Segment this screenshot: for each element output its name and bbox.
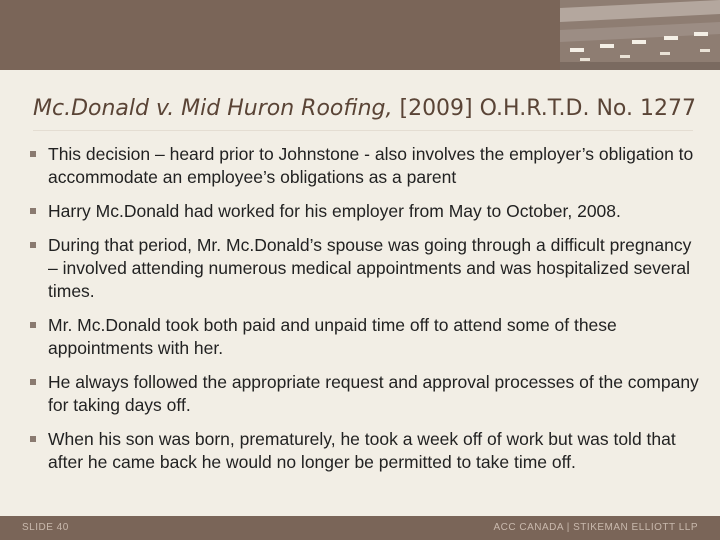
- square-bullet-icon: [30, 322, 36, 328]
- bullet-list: [30, 143, 700, 485]
- bullet-text: He always followed the appropriate request and approval processes of the company for taking days off.: [48, 372, 699, 415]
- slide-number: SLIDE 40: [22, 522, 69, 533]
- header-bar: [0, 0, 720, 70]
- bullet-item: [30, 143, 700, 189]
- title-case-name: Mc.Donald v. Mid Huron Roofing,: [33, 96, 393, 121]
- square-bullet-icon: [30, 379, 36, 385]
- square-bullet-icon: [30, 242, 36, 248]
- bullet-item: [30, 234, 700, 303]
- bullet-item: [30, 200, 700, 223]
- bullet-item: [30, 314, 700, 360]
- bullet-text: Harry Mc.Donald had worked for his employer from May to October, 2008.: [48, 201, 621, 221]
- bullet-text: During that period, Mr. Mc.Donald’s spouse was going through a difficult pregnancy – involved attending numerous medical appointments and was hospitalized several times.: [48, 235, 692, 301]
- title-divider: [33, 130, 693, 131]
- bullet-text: This decision – heard prior to Johnstone - also involves the employer’s obligation to accommodate an employee’s obligations as a parent: [48, 144, 694, 187]
- square-bullet-icon: [30, 208, 36, 214]
- bullet-text: Mr. Mc.Donald took both paid and unpaid time off to attend some of these appointments with her.: [48, 315, 617, 358]
- bullet-item: [30, 371, 700, 417]
- bullet-text: When his son was born, prematurely, he took a week off of work but was told that after he came back he would no longer be permitted to take time off.: [48, 429, 676, 472]
- bullet-item: [30, 428, 700, 474]
- square-bullet-icon: [30, 436, 36, 442]
- title-citation: [2009] O.H.R.T.D. No. 1277: [399, 96, 696, 121]
- square-bullet-icon: [30, 151, 36, 157]
- slide-title: [33, 96, 703, 121]
- footer-bar: [0, 516, 720, 540]
- header-photo: [560, 0, 720, 70]
- footer-firm: ACC CANADA | STIKEMAN ELLIOTT LLP: [493, 522, 698, 533]
